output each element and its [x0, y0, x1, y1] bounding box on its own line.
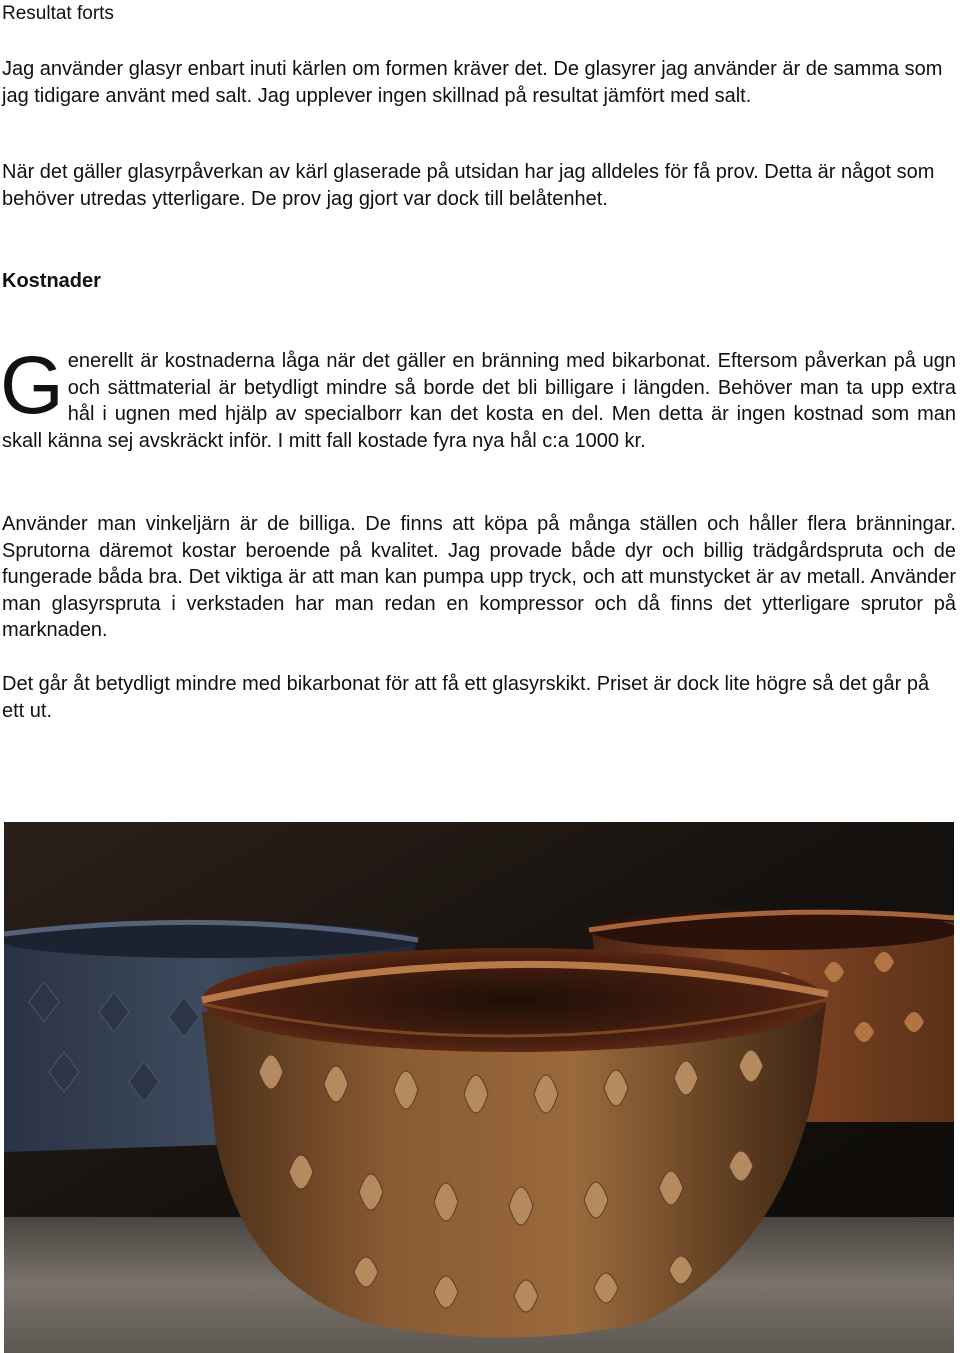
paragraph-glazes: Jag använder glasyr enbart inuti kärlen om formen kräver det. De glasyrer jag använder är de samma som jag tidigare använt med salt. Jag upplever ingen skillnad på resultat jämfört med salt. — [2, 58, 943, 107]
heading-kostnader: Kostnader — [2, 270, 101, 292]
paragraph-costs-text: enerellt är kostnaderna låga när det gäller en bränning med bikarbonat. Eftersom påverkan på ugn och sättmaterial är betydligt mindre så borde det bli billigare i längden. Behöver man ta upp extra hål i ugnen med hjälp av specialborr kan det kosta en del. Men detta är ingen kostnad som man skall känna sej avskräckt inför. I mitt fall kostade fyra nya hål c:a 1000 kr. — [2, 350, 956, 452]
paragraph-tools: Använder man vinkeljärn är de billiga. De finns att köpa på många ställen och håller flera bränningar. Sprutorna däremot kostar beroende på kvalitet. Jag provade både dyr och billig trädgårdspruta och de fungerade båda bra. Det viktiga är att man kan pumpa upp tryck, och att munstycket är av metall. Använder man glasyrspruta i verkstaden har man redan en kompressor och då finns det ytterligare sprutor på marknaden. — [2, 513, 956, 641]
drop-cap: G — [0, 340, 64, 431]
section-title: Resultat forts — [2, 3, 114, 24]
paragraph-costs — [0, 340, 956, 454]
paragraph-outside-glaze: När det gäller glasyrpåverkan av kärl glaserade på utsidan har jag alldeles för få prov. Detta är något som behöver utredas ytterligare. De prov jag gjort var dock till belåtenhet. — [2, 161, 935, 210]
paragraph-bicarbonate: Det går åt betydligt mindre med bikarbonat för att få ett glasyrskikt. Priset är dock lite högre så det går på ett ut. — [2, 673, 930, 722]
photo-ceramic-bowls — [4, 822, 954, 1353]
